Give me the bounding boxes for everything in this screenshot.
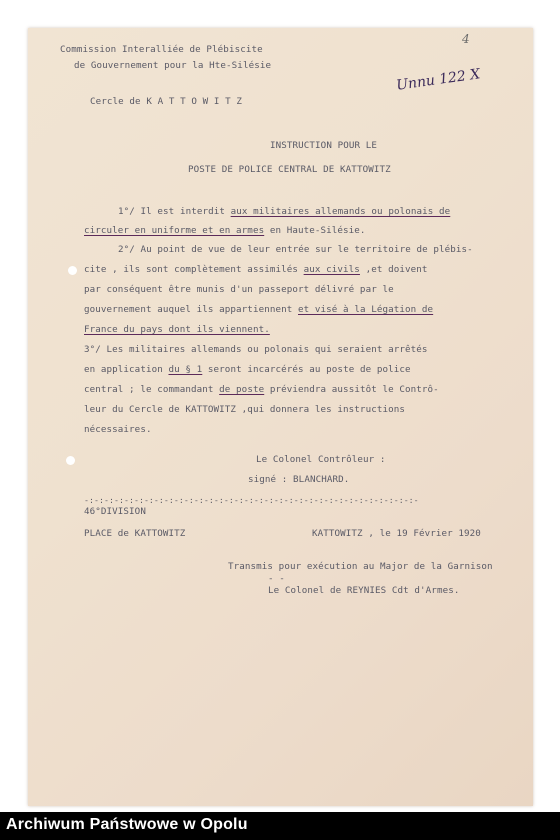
punch-hole <box>66 456 75 465</box>
archive-footer <box>0 812 560 840</box>
signature-role: Le Colonel Contrôleur : <box>256 454 386 465</box>
handwritten-note: Unnu 122 X <box>395 66 482 94</box>
underlined-text: du § 1 <box>168 364 203 375</box>
paragraph-2-line-4 <box>84 304 433 316</box>
paragraph-3-line-5: nécessaires. <box>84 424 152 435</box>
paragraph-3-line-4: leur du Cercle de KATTOWITZ ,qui donnera les instructions <box>84 404 405 415</box>
punch-hole <box>68 266 77 275</box>
text-run: préviendra aussitôt le Contrô- <box>264 384 439 395</box>
underlined-text: circuler en uniforme et en armes <box>84 225 265 236</box>
commandant-line: Le Colonel de REYNIES Cdt d'Armes. <box>268 585 460 596</box>
header-cercle: Cercle de K A T T O W I T Z <box>90 96 243 107</box>
paragraph-2-line-3: par conséquent être munis d'un passeport délivré par le <box>84 284 394 295</box>
dash-mark: - - <box>268 573 285 584</box>
title-line-1: INSTRUCTION POUR LE <box>270 140 377 151</box>
text-run: 1°/ Il est interdit <box>118 206 231 217</box>
document-paper <box>28 28 533 806</box>
paragraph-3-line-1: 3°/ Les militaires allemands ou polonais qui seraient arrêtés <box>84 344 428 355</box>
header-line-2: de Gouvernement pour la Hte-Silésie <box>74 60 272 71</box>
text-run: ,et doivent <box>359 264 428 275</box>
header-line-1: Commission Interalliée de Plébiscite <box>60 44 263 55</box>
text-run: en application <box>84 364 169 375</box>
paragraph-2-line-2 <box>84 264 428 276</box>
transmis-line: Transmis pour exécution au Major de la Garnison <box>228 561 493 572</box>
underlined-text: de poste <box>219 384 265 395</box>
text-run: seront incarcérés au poste de police <box>202 364 411 375</box>
text-run: cite , ils sont complètement assimilés <box>84 264 304 275</box>
place-date: KATTOWITZ , le 19 Février 1920 <box>312 528 481 539</box>
paragraph-3-line-2 <box>84 364 411 376</box>
paragraph-2-line-1: 2°/ Au point de vue de leur entrée sur le territoire de plébis- <box>118 244 473 255</box>
paragraph-1-line-1 <box>118 206 450 218</box>
title-line-2: POSTE DE POLICE CENTRAL DE KATTOWITZ <box>188 164 391 175</box>
separator-line: -:-:-:-:-:-:-:-:-:-:-:-:-:-:-:-:-:-:-:-:-:-:-:-:-:-:-:-:-:-:-:-:-:- <box>84 495 419 505</box>
underlined-text: aux militaires allemands ou polonais de <box>230 206 451 217</box>
page-number: 4 <box>462 32 470 46</box>
archive-name: Archiwum Państwowe w Opolu <box>6 816 248 833</box>
underlined-text: aux civils <box>303 264 360 275</box>
place-left: PLACE de KATTOWITZ <box>84 528 186 539</box>
text-run: gouvernement auquel ils appartiennent <box>84 304 298 315</box>
paragraph-2-line-5: France du pays dont ils viennent. <box>84 324 270 335</box>
text-run: en Haute-Silésie. <box>264 225 366 236</box>
signature-name: signé : BLANCHARD. <box>248 474 350 485</box>
division-label: 46°DIVISION <box>84 506 146 517</box>
paragraph-3-line-3 <box>84 384 439 396</box>
underlined-text: et visé à la Légation de <box>298 304 434 315</box>
text-run: central ; le commandant <box>84 384 220 395</box>
paragraph-1-line-2 <box>84 225 366 237</box>
